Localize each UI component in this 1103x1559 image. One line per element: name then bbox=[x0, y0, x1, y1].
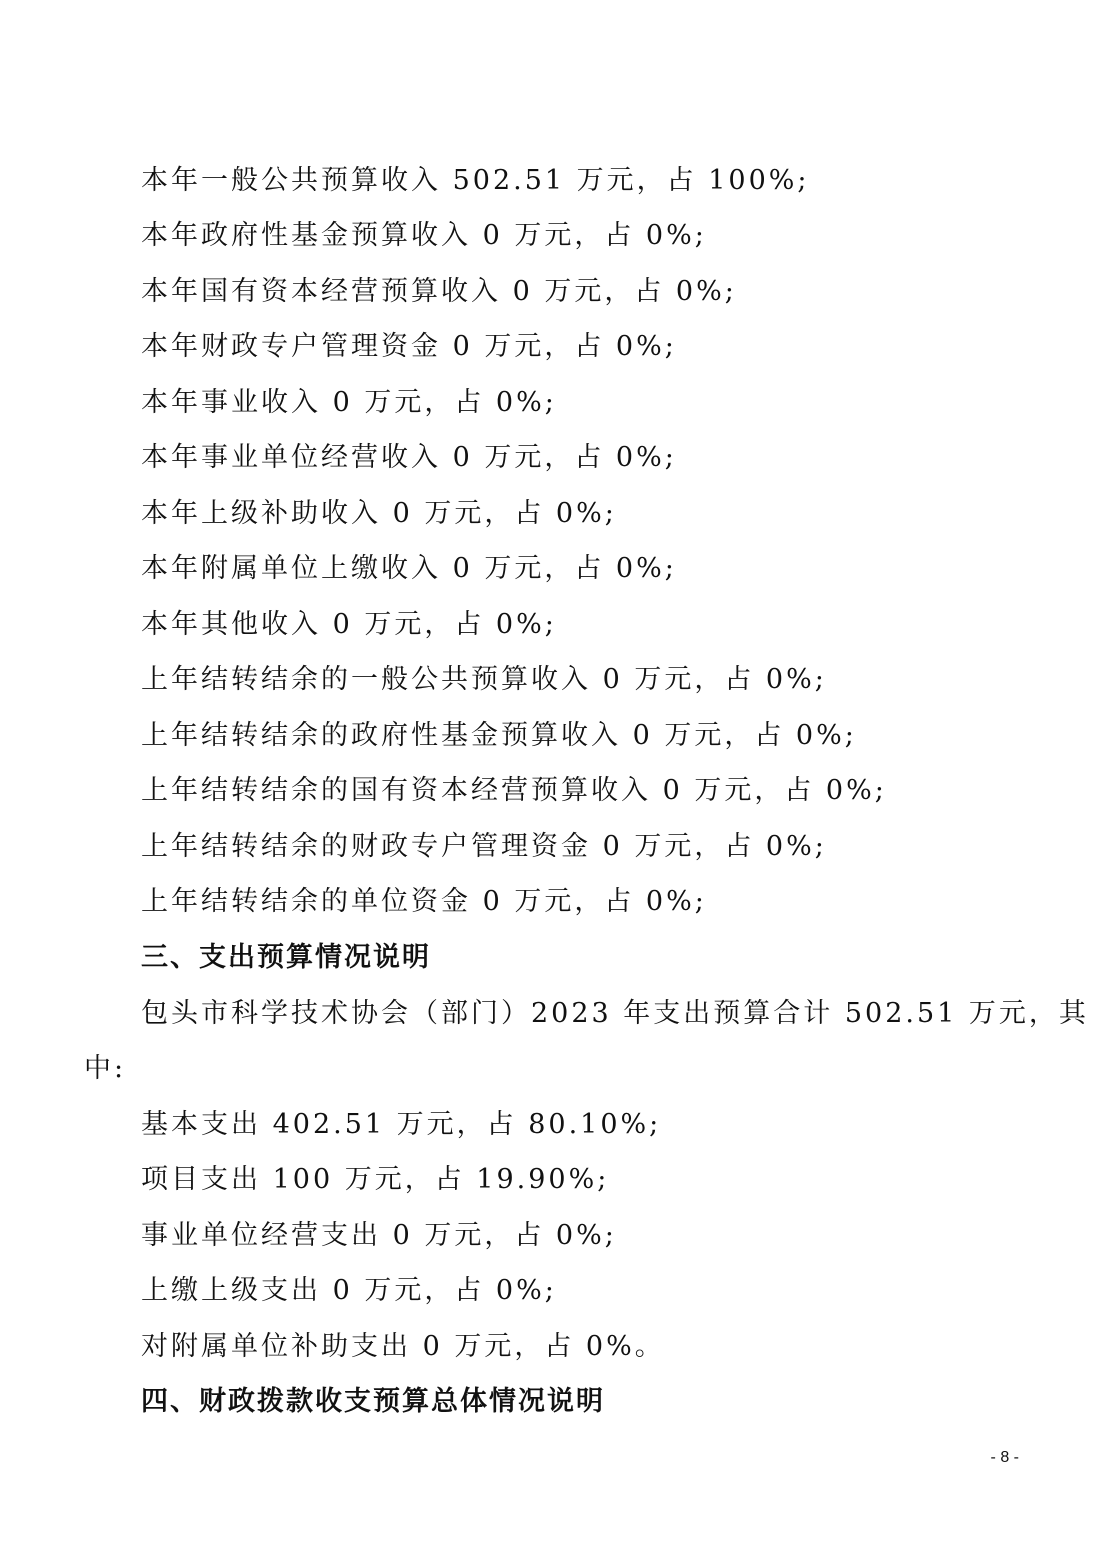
income-line: 本年附属单位上缴收入 0 万元，占 0%; bbox=[141, 553, 677, 584]
page-number: - 8 - bbox=[990, 1449, 1019, 1466]
income-line: 本年一般公共预算收入 502.51 万元，占 100%; bbox=[141, 165, 810, 196]
income-line: 本年其他收入 0 万元，占 0%; bbox=[141, 609, 557, 640]
income-line: 本年财政专户管理资金 0 万元，占 0%; bbox=[141, 331, 677, 362]
expenditure-line: 事业单位经营支出 0 万元，占 0%; bbox=[141, 1220, 617, 1251]
income-line: 上年结转结余的财政专户管理资金 0 万元，占 0%; bbox=[141, 831, 827, 862]
expenditure-line: 上缴上级支出 0 万元，占 0%; bbox=[141, 1275, 557, 1306]
expenditure-intro: 包头市科学技术协会（部门）2023 年支出预算合计 502.51 万元，其 bbox=[141, 998, 1089, 1029]
income-line: 上年结转结余的政府性基金预算收入 0 万元，占 0%; bbox=[141, 720, 857, 751]
expenditure-line: 基本支出 402.51 万元，占 80.10%; bbox=[141, 1109, 662, 1140]
income-line: 上年结转结余的一般公共预算收入 0 万元，占 0%; bbox=[141, 664, 827, 695]
expenditure-intro-continued: 中: bbox=[84, 1053, 127, 1084]
income-line: 本年事业单位经营收入 0 万元，占 0%; bbox=[141, 442, 677, 473]
income-line: 本年上级补助收入 0 万元，占 0%; bbox=[141, 498, 617, 529]
income-line: 本年国有资本经营预算收入 0 万元，占 0%; bbox=[141, 276, 737, 307]
section-heading-expenditure: 三、支出预算情况说明 bbox=[141, 942, 431, 973]
income-line: 本年事业收入 0 万元，占 0%; bbox=[141, 387, 557, 418]
income-line: 上年结转结余的国有资本经营预算收入 0 万元，占 0%; bbox=[141, 775, 887, 806]
income-line: 上年结转结余的单位资金 0 万元，占 0%; bbox=[141, 886, 707, 917]
section-heading-fiscal-appropriation: 四、财政拨款收支预算总体情况说明 bbox=[141, 1386, 605, 1417]
expenditure-line: 项目支出 100 万元，占 19.90%; bbox=[141, 1164, 610, 1195]
expenditure-line: 对附属单位补助支出 0 万元，占 0%。 bbox=[141, 1331, 665, 1362]
income-line: 本年政府性基金预算收入 0 万元，占 0%; bbox=[141, 220, 707, 251]
